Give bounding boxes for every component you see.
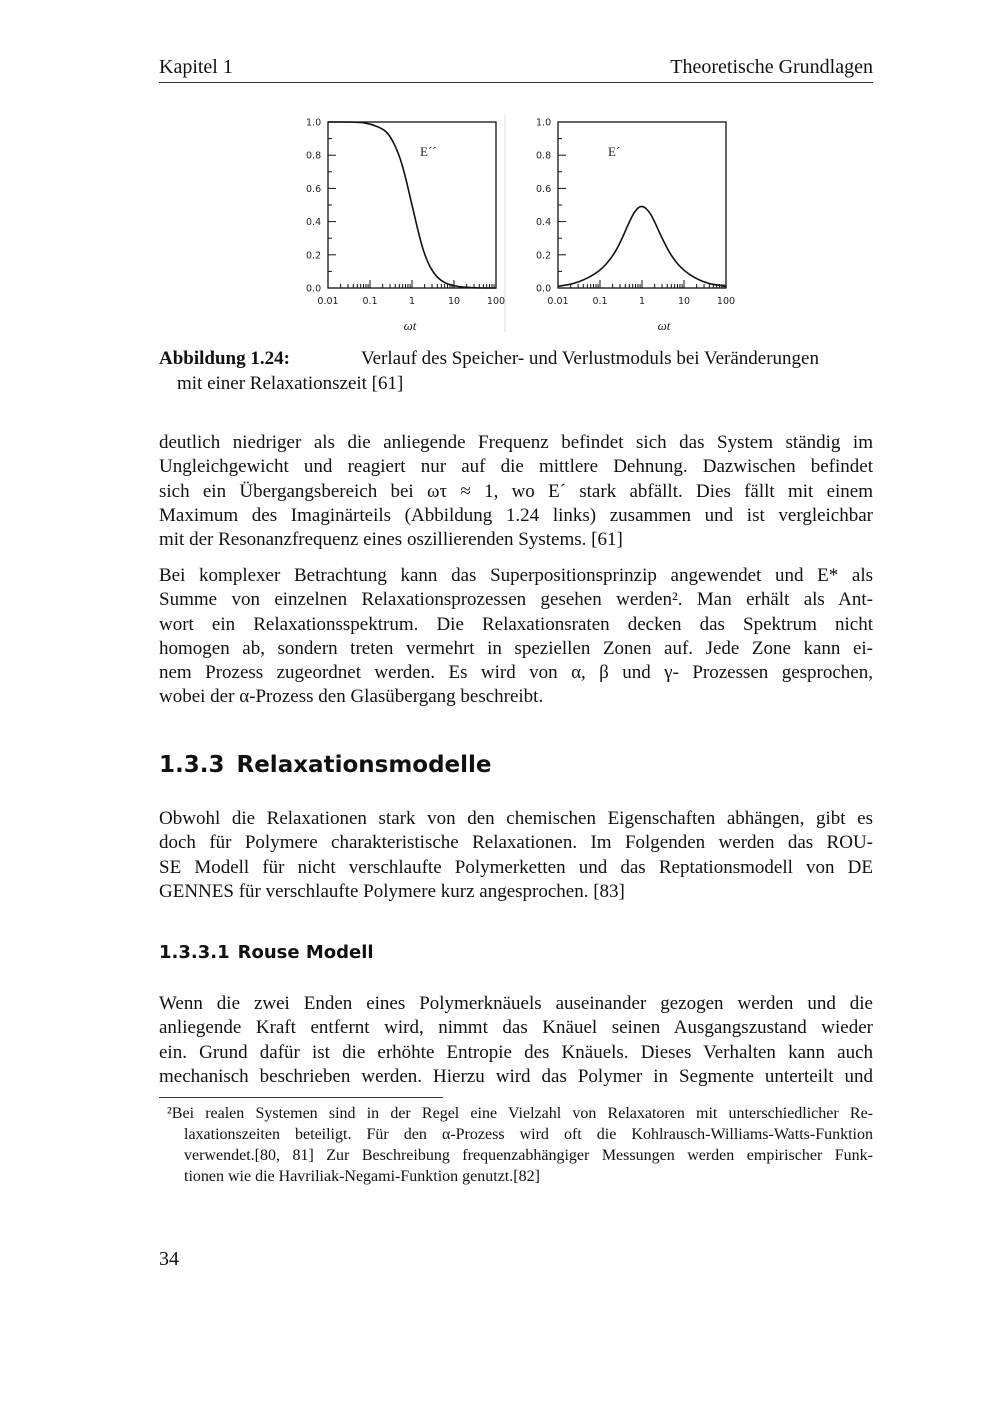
y-tick-label: 1.0 xyxy=(306,117,322,129)
x-tick-label: 100 xyxy=(716,296,736,307)
subsection-heading xyxy=(159,942,374,963)
para1-line: sich ein Übergangsbereich bei ωτ ≈ 1, wo E´ stark abfällt. Dies fällt mit einem xyxy=(159,480,873,502)
header-chapter: Kapitel 1 xyxy=(159,56,233,78)
y-tick-label: 0.8 xyxy=(306,150,322,162)
header-section: Theoretische Grundlagen xyxy=(670,56,873,78)
para4-line: Wenn die zwei Enden eines Polymerknäuels auseinander gezogen werden und die xyxy=(159,993,873,1014)
para4-line: ein. Grund dafür ist die erhöhte Entropie des Knäuels. Dieses Verhalten kann auch xyxy=(159,1041,873,1063)
para2-line: Summe von einzelnen Relaxationsprozessen gesehen werden². Man erhält als Ant- xyxy=(159,589,873,611)
para4-line: anliegende Kraft entfernt wird, nimmt das Knäuel seinen Ausgangszustand wieder xyxy=(159,1017,873,1039)
footnote-line: laxationszeiten beteiligt. Für den α-Prozess wird oft die Kohlrausch-Williams-Watts-Funktion xyxy=(184,1126,873,1143)
page-number: 34 xyxy=(159,1248,179,1270)
paragraph-2 xyxy=(159,564,873,710)
x-tick-label: 1 xyxy=(638,296,646,307)
footnote-rule xyxy=(159,1097,443,1098)
x-tick-label: 0.1 xyxy=(362,296,378,307)
caption-text-line1: Verlauf des Speicher- und Verlustmoduls bei Veränderungen xyxy=(361,348,819,369)
x-tick-label: 0.01 xyxy=(547,296,569,307)
y-tick-label: 0.0 xyxy=(306,283,322,295)
section-title: Relaxationsmodelle xyxy=(236,752,492,778)
para4-line: mechanisch beschrieben werden. Hierzu wird das Polymer in Segmente unterteilt und xyxy=(159,1065,873,1087)
para3-line: Obwohl die Relaxationen stark von den chemischen Eigenschaften abhängen, gibt es xyxy=(159,808,873,829)
plot-frame xyxy=(558,122,726,288)
para1-line: mit der Resonanzfrequenz eines oszillierenden Systems. [61] xyxy=(159,529,623,551)
para3-line: doch für Polymere charakteristische Relaxationen. Im Folgenden werden das ROU- xyxy=(159,832,873,854)
curve-label: E´ xyxy=(608,144,621,159)
paragraph-4 xyxy=(159,992,873,1089)
paragraph-3 xyxy=(159,807,873,904)
x-axis-title: ωt xyxy=(657,318,671,333)
para2-line: wort ein Relaxationsspektrum. Die Relaxationsraten decken das Spektrum nicht xyxy=(159,613,873,635)
y-tick-label: 0.8 xyxy=(536,150,552,162)
x-tick-label: 10 xyxy=(447,296,461,307)
x-tick-label: 10 xyxy=(677,296,691,307)
y-tick-label: 0.0 xyxy=(536,283,552,295)
para2-line: Bei komplexer Betrachtung kann das Superpositionsprinzip angewendet und E* als xyxy=(159,565,873,586)
series-curve xyxy=(328,122,496,288)
x-tick-label: 1 xyxy=(408,296,416,307)
footnote xyxy=(159,1103,873,1187)
para1-line: Maximum des Imaginärteils (Abbildung 1.24 links) zusammen und ist vergleichbar xyxy=(159,504,873,526)
series-curve xyxy=(558,206,726,286)
para2-line: wobei der α-Prozess den Glasübergang beschreibt. xyxy=(159,686,544,708)
x-tick-label: 0.1 xyxy=(592,296,608,307)
y-tick-label: 0.6 xyxy=(306,183,322,195)
footnote-line: tionen wie die Havriliak-Negami-Funktion genutzt.[82] xyxy=(184,1168,540,1185)
subsection-number: 1.3.3.1 xyxy=(159,942,230,963)
section-heading xyxy=(159,752,492,778)
section-number: 1.3.3 xyxy=(159,752,225,778)
y-tick-label: 0.4 xyxy=(536,217,552,229)
para1-line: Ungleichgewicht und reagiert nur auf die mittlere Dehnung. Dazwischen befindet xyxy=(159,456,873,478)
footnote-line: verwendet.[80, 81] Zur Beschreibung frequenzabhängiger Messungen werden empirischer Funk- xyxy=(184,1147,873,1164)
y-tick-label: 1.0 xyxy=(536,117,552,129)
x-tick-label: 100 xyxy=(486,296,506,307)
x-axis-title: ωt xyxy=(403,318,417,333)
right-plot xyxy=(536,118,735,334)
left-plot xyxy=(306,118,505,334)
y-tick-label: 0.2 xyxy=(306,250,322,262)
curve-label: E´´ xyxy=(420,144,437,159)
subsection-title: Rouse Modell xyxy=(237,942,374,963)
y-tick-label: 0.2 xyxy=(536,250,552,262)
figure-caption xyxy=(159,346,873,394)
para2-line: nem Prozess zugeordnet werden. Es wird von α, β und γ- Prozessen gesprochen, xyxy=(159,662,873,684)
para1-line: deutlich niedriger als die anliegende Frequenz befindet sich das System ständig im xyxy=(159,432,873,453)
x-tick-label: 0.01 xyxy=(317,296,339,307)
paragraph-1 xyxy=(159,431,873,552)
para3-line: GENNES für verschlaufte Polymere kurz angesprochen. [83] xyxy=(159,880,625,902)
figure-relaxation-moduli xyxy=(290,110,750,340)
footnote-line: ²Bei realen Systemen sind in der Regel eine Vielzahl von Relaxatoren mit unterschiedlicher Re- xyxy=(167,1105,873,1122)
y-tick-label: 0.6 xyxy=(536,183,552,195)
caption-text-line2: mit einer Relaxationszeit [61] xyxy=(177,373,404,394)
para3-line: SE Modell für nicht verschlaufte Polymerketten und das Reptationsmodell von DE xyxy=(159,856,873,878)
running-header xyxy=(159,56,873,83)
para2-line: homogen ab, sondern treten vermehrt in speziellen Zonen auf. Jede Zone kann ei- xyxy=(159,637,873,659)
figure-svg xyxy=(290,110,750,340)
y-tick-label: 0.4 xyxy=(306,217,322,229)
caption-label: Abbildung 1.24: xyxy=(159,348,290,369)
